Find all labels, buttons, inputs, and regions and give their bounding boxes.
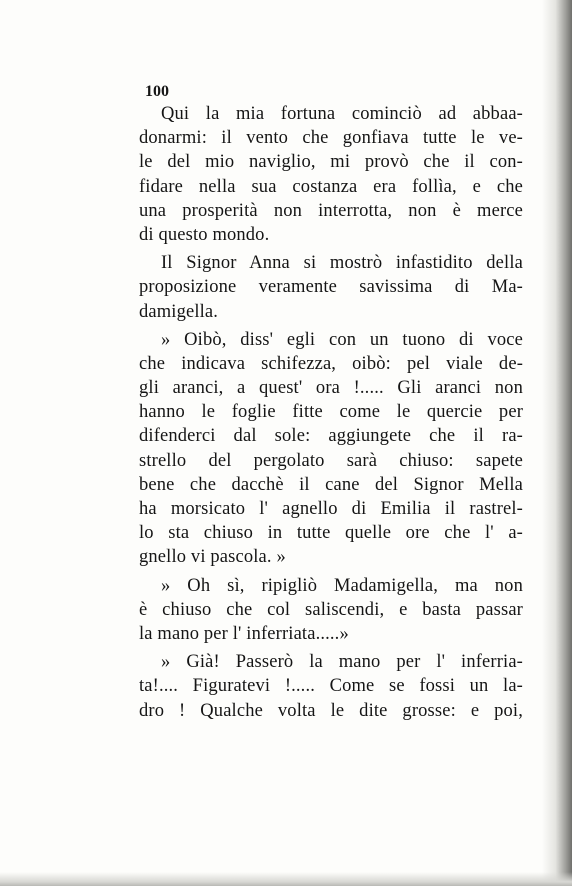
- text-line: bene che dacchè il cane del Signor Mella: [139, 474, 523, 495]
- text-line: dro ! Qualche volta le dite grosse: e poi,: [139, 700, 523, 721]
- paragraph-1: [139, 102, 523, 247]
- text-line: che indicava schifezza, oibò: pel viale de-: [139, 353, 523, 374]
- text-line: Qui la mia fortuna cominciò ad abbaa-: [161, 104, 523, 124]
- text-line: » Oibò, diss' egli con un tuono di voce: [161, 329, 523, 350]
- page-number: 100: [145, 83, 169, 100]
- text-line: gnello vi pascola. »: [139, 547, 286, 568]
- text-line: » Oh sì, ripigliò Madamigella, ma non: [161, 575, 523, 596]
- text-line: di questo mondo.: [139, 224, 270, 245]
- paragraph-3: [139, 328, 523, 570]
- text-line: lo sta chiuso in tutte quelle ore che l' a-: [139, 523, 523, 544]
- text-line: la mano per l' inferriata.....»: [139, 623, 349, 644]
- text-line: gli aranci, a quest' ora !..... Gli aranci non: [139, 378, 523, 399]
- page-binding-shadow: [542, 0, 572, 886]
- text-line: Il Signor Anna si mostrò infastidito della: [161, 253, 523, 274]
- page-bottom-shadow: [0, 872, 572, 886]
- text-line: difenderci dal sole: aggiungete che il ra-: [139, 426, 523, 447]
- paragraph-4: [139, 574, 523, 647]
- text-line: è chiuso che col saliscendi, e basta passar: [139, 599, 523, 620]
- text-line: strello del pergolato sarà chiuso: sapete: [139, 450, 523, 471]
- text-line: ha morsicato l' agnello di Emilia il rastrel-: [139, 499, 523, 519]
- text-line: » Già! Passerò la mano per l' inferria-: [161, 652, 523, 673]
- text-line: le del mio naviglio, mi provò che il con-: [139, 152, 523, 173]
- text-line: proposizione veramente savissima di Ma-: [139, 277, 523, 298]
- paragraph-2: [139, 251, 523, 324]
- text-line: fidare nella sua costanza era follìa, e che: [139, 176, 523, 197]
- text-line: damigella.: [139, 301, 219, 322]
- page-text: [139, 82, 523, 723]
- paragraph-5: [139, 650, 523, 723]
- text-line: una prosperità non interrotta, non è merce: [139, 200, 523, 221]
- text-line: donarmi: il vento che gonfiava tutte le ve-: [139, 128, 523, 149]
- text-line: ta!.... Figuratevi !..... Come se fossi un la-: [139, 676, 523, 697]
- text-line: hanno le foglie fitte come le quercie per: [139, 402, 523, 423]
